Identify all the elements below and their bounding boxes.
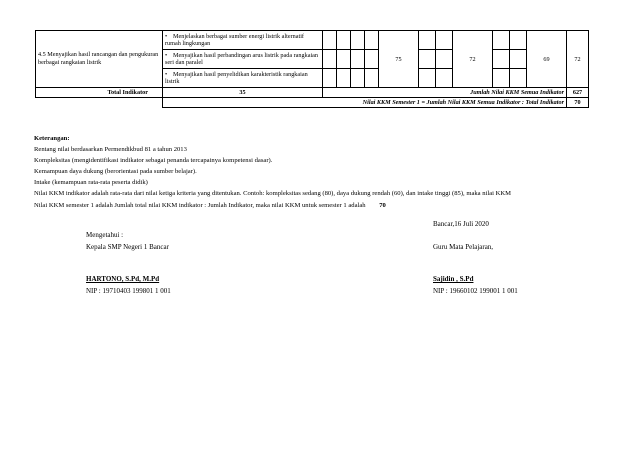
- bullet-icon: •: [165, 51, 168, 59]
- notes-section: [34, 133, 511, 211]
- bullet-icon: •: [165, 32, 168, 40]
- note-line-3: Kemampuan daya dukung (berorientasi pada sumber belajar).: [34, 168, 197, 176]
- indicator-text-2: Menyajikan hasil perbandingan arus listrik pada rangkaian seri dan paralel: [165, 51, 319, 66]
- sum-kkm-label: Jumlah Nilai KKM Semua Indikator: [323, 88, 567, 98]
- value-3: 69: [527, 31, 567, 88]
- semester-result: 70: [379, 201, 386, 209]
- indicator-text-3: Menyajikan hasil penyelidikan karakteristik rangkaian listrik: [165, 70, 308, 85]
- sum-kkm-value: 627: [567, 88, 589, 98]
- indicator-cell-2: [163, 50, 323, 69]
- note-line-6-text: Nilai KKM semester 1 adalah Jumlah total nilai KKM indikator : Jumlah Indikator, maka nilai KKM untuk semester 1 adalah: [34, 201, 366, 209]
- right-nip: NIP : 19660102 199001 1 001: [433, 287, 518, 295]
- left-name: HARTONO, S.Pd, M.Pd: [86, 275, 160, 283]
- right-title: Guru Mata Pelajaran,: [433, 243, 494, 251]
- semester-kkm-value: 70: [567, 98, 589, 108]
- note-line-5: Nilai KKM indikator adalah rata-rata dari nilai ketiga kriteria yang ditentukan. Contoh: kompleksitas sedang (80), daya dukung rendah (60), dan intake tinggi (85), maka nilai KKM: [34, 190, 511, 198]
- kd-cell: [36, 31, 163, 88]
- kkm-table: [35, 30, 589, 108]
- right-name: Sajidin , S.Pd: [433, 275, 474, 283]
- notes-heading: Keterangan:: [34, 135, 70, 142]
- semester-kkm-label: Nilai KKM Semester 1 = Jumlah Nilai KKM Semua Indikator : Total Indikator: [163, 98, 567, 108]
- indicator-text-1: Menjelaskan berbagai sumber energi listrik alternatif rumah lingkungan: [165, 32, 304, 47]
- place-date: Bancar,16 Juli 2020: [433, 220, 489, 228]
- note-line-4: Intake (kemampuan rata-rata peserta didik): [34, 179, 148, 187]
- note-line-1: Rentang nilai berdasarkan Permendikbud 81 a tahun 2013: [34, 146, 187, 154]
- left-nip: NIP : 19710403 199801 1 001: [86, 287, 171, 295]
- value-4: 72: [567, 31, 589, 88]
- indicator-cell-3: [163, 69, 323, 88]
- bullet-icon: •: [165, 70, 168, 78]
- total-indicator-label: Total Indikator: [36, 88, 163, 98]
- value-1: 75: [379, 31, 419, 88]
- note-line-2: Kompleksitas (mengidentifikasi indikator sebagai penanda tercapainya kompetensi dasar).: [34, 157, 273, 165]
- note-line-6: [34, 200, 511, 211]
- kd-text: 4.5 Menyajikan hasil rancangan dan pengukuran berbagai rangkaian listrik: [38, 51, 159, 66]
- left-title-2: Kepala SMP Negeri 1 Bancar: [86, 243, 169, 251]
- value-2: 72: [453, 31, 493, 88]
- left-title-1: Mengetahui :: [86, 231, 124, 239]
- indicator-cell-1: [163, 31, 323, 50]
- total-indicator-value: 35: [163, 88, 323, 98]
